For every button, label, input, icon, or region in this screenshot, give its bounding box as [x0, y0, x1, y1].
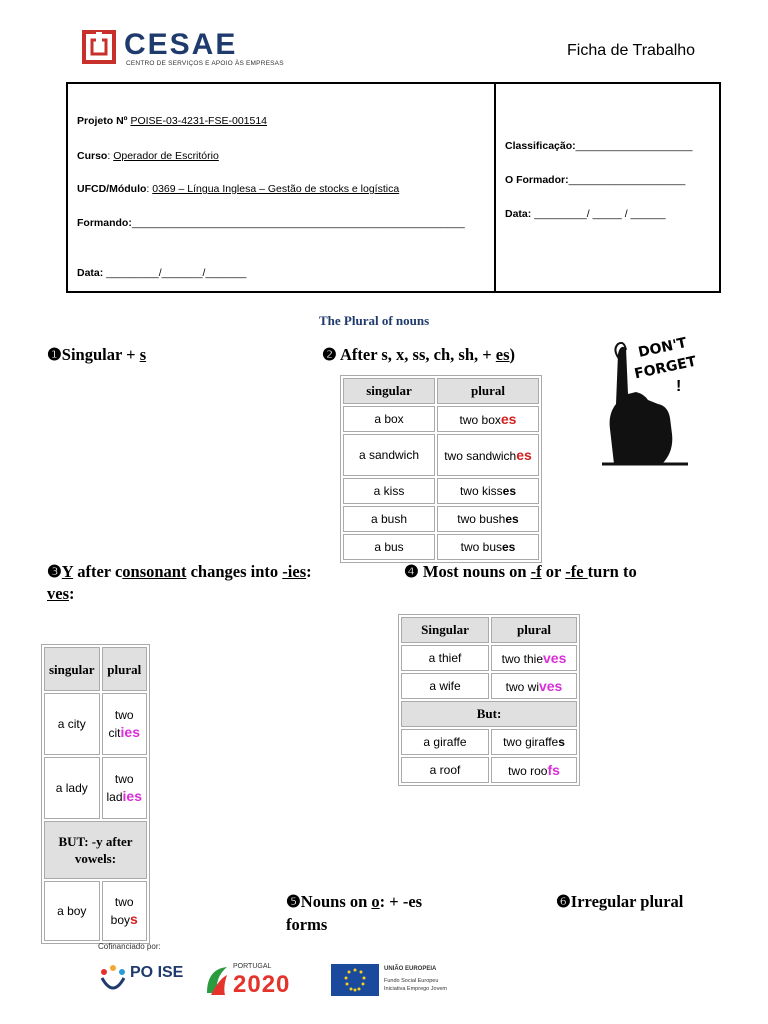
projeto-row — [77, 115, 267, 127]
formador-row — [505, 174, 685, 186]
badge-exclamation: ! — [676, 378, 682, 395]
table-header: singular — [44, 647, 100, 691]
table-row — [44, 757, 147, 819]
table-cell: a wife — [401, 673, 489, 699]
table-row — [343, 534, 539, 560]
section-6-heading — [556, 892, 683, 912]
section-4-heading — [404, 562, 637, 582]
table-es-plural — [340, 375, 542, 563]
table-row — [343, 406, 539, 432]
classificacao-label: Classificação: — [505, 140, 576, 152]
section-4-fe: -fe — [565, 562, 588, 581]
section-4-f: -f — [530, 562, 542, 581]
section-3-heading — [47, 562, 312, 582]
table-cell: a sandwich — [343, 434, 435, 476]
table-ves-plural — [398, 614, 580, 786]
section-6-number: ❻ — [556, 892, 571, 911]
section-2-close: ) — [509, 345, 516, 364]
table-row — [44, 881, 147, 941]
projeto-value: POISE-03-4231-FSE-001514 — [130, 115, 268, 127]
table-row — [401, 701, 577, 727]
section-3-ies: -ies — [282, 562, 307, 581]
section-1-heading — [47, 345, 146, 365]
eu-sub-1: Fundo Social Europeu — [384, 978, 439, 984]
section-3-colon: : — [306, 562, 312, 581]
table-cell: a kiss — [343, 478, 435, 504]
table-cell: a roof — [401, 757, 489, 783]
table-row — [401, 645, 577, 671]
section-2-rule: es — [495, 345, 510, 364]
table-row — [44, 693, 147, 755]
section-5-heading-line-2: forms — [286, 915, 328, 934]
table-row — [401, 757, 577, 783]
table-cell: two roofs — [491, 757, 577, 783]
table-cell: two boxes — [437, 406, 539, 432]
poise-logo — [98, 962, 188, 996]
table-header: singular — [343, 378, 435, 404]
table-cell: a city — [44, 693, 100, 755]
section-5-text-1: Nouns on — [300, 892, 372, 911]
curso-value: Operador de Escritório — [113, 150, 219, 162]
cofinanced-label: Cofinanciado por: — [98, 942, 161, 951]
table-cell: two kisses — [437, 478, 539, 504]
section-4-text-1: Most nouns on — [418, 562, 531, 581]
formador-line: ____________________ — [568, 174, 686, 186]
table-cell: two cities — [102, 693, 147, 755]
table-row — [44, 821, 147, 879]
ufcd-value: 0369 – Língua Inglesa – Gestão de stocks e logística — [152, 183, 400, 195]
info-divider — [494, 82, 496, 293]
section-3-number: ❸ — [47, 562, 62, 581]
table-header: plural — [491, 617, 577, 643]
page-title: The Plural of nouns — [319, 313, 430, 328]
doc-type: Ficha de Trabalho — [567, 42, 696, 59]
section-3-consonant: onsonant — [122, 562, 187, 581]
badge-line-1: DON'T — [636, 335, 689, 361]
section-6-text: Irregular plural — [570, 892, 684, 911]
table-cell: two sandwiches — [437, 434, 539, 476]
table-header-row — [343, 378, 539, 404]
table-cell: two ladies — [102, 757, 147, 819]
data2-row — [505, 208, 666, 220]
section-3-ves: ves — [47, 584, 69, 603]
section-3-y: Y — [61, 562, 74, 581]
logo-subtitle: CENTRO DE SERVIÇOS E APOIO ÀS EMPRESAS — [126, 60, 284, 67]
table-cell: a thief — [401, 645, 489, 671]
section-4-or: or — [541, 562, 566, 581]
table-cell: two wives — [491, 673, 577, 699]
formando-row — [77, 217, 465, 229]
formando-line: _________________________________________________________ — [131, 217, 465, 229]
section-5-text-2: : + -es — [379, 892, 423, 911]
data-label: Data: — [77, 267, 104, 279]
ufcd-row: UFCD/Módulo: 0369 – Língua Inglesa – Gestão de stocks e logística — [77, 183, 400, 195]
section-1-number: ❶ — [47, 345, 62, 364]
section-1-text: Singular + — [61, 345, 140, 364]
table-header: Singular — [401, 617, 489, 643]
table-cell: two thieves — [491, 645, 577, 671]
section-2-number: ❷ — [322, 345, 337, 364]
table-row — [401, 729, 577, 755]
section-3-colon-2: : — [69, 584, 75, 603]
formador-label: O Formador: — [505, 174, 569, 186]
data2-line: _________/ _____ / ______ — [534, 208, 666, 220]
data-line: _________/_______/_______ — [106, 267, 247, 279]
cesae-logo — [82, 28, 284, 70]
poise-text: PO ISE — [130, 964, 184, 981]
p2020-text: 2020 — [233, 971, 291, 998]
portugal-text: PORTUGAL — [233, 963, 272, 970]
logo-name: CESAE — [124, 28, 238, 61]
table-cell: a bush — [343, 506, 435, 532]
section-5-heading — [286, 892, 422, 912]
table-cell: a lady — [44, 757, 100, 819]
table-cell: a box — [343, 406, 435, 432]
section-3-text-2: changes into — [186, 562, 283, 581]
table-row — [343, 434, 539, 476]
data-row — [77, 267, 246, 279]
section-5-o: o — [371, 892, 380, 911]
table-header: plural — [102, 647, 147, 691]
section-1-rule: s — [139, 345, 147, 364]
classificacao-line: ____________________ — [575, 140, 693, 152]
table-but-row: But: — [401, 701, 577, 727]
table-row — [343, 506, 539, 532]
eu-sub-2: Iniciativa Emprego Jovem — [384, 986, 447, 992]
poise-mark-icon — [98, 962, 128, 996]
section-5-number: ❺ — [286, 892, 301, 911]
table-cell: two boys — [102, 881, 147, 941]
curso-label: Curso — [77, 150, 108, 162]
table-header-row — [401, 617, 577, 643]
projeto-label: Projeto Nº — [77, 115, 128, 127]
table-cell: two buses — [437, 534, 539, 560]
table-header-row — [44, 647, 147, 691]
eu-logo — [331, 964, 447, 998]
cesae-mark-icon — [82, 30, 116, 64]
classificacao-row — [505, 140, 692, 152]
table-but-row: BUT: -y after vowels: — [44, 821, 147, 879]
portugal-2020-mark-icon — [205, 963, 229, 997]
formando-label: Formando: — [77, 217, 132, 229]
table-cell: two bushes — [437, 506, 539, 532]
section-4-text-2: turn to — [587, 562, 637, 581]
table-cell: a giraffe — [401, 729, 489, 755]
curso-row: Curso: Operador de Escritório — [77, 150, 219, 162]
section-3-text-1: after c — [73, 562, 123, 581]
eu-flag-icon — [331, 964, 379, 996]
dont-forget-badge — [600, 334, 698, 472]
ufcd-label: UFCD/Módulo — [77, 183, 147, 195]
section-2-heading — [322, 345, 515, 365]
section-2-text: After s, x, ss, ch, sh, + — [336, 345, 496, 364]
section-3-heading-line-2 — [47, 584, 75, 604]
badge-line-2: FORGET — [633, 353, 698, 383]
table-row — [401, 673, 577, 699]
section-4-number: ❹ — [404, 562, 419, 581]
table-row — [343, 478, 539, 504]
portugal-2020-logo — [205, 963, 315, 999]
table-cell: a bus — [343, 534, 435, 560]
table-cell: two giraffes — [491, 729, 577, 755]
data2-label: Data: — [505, 208, 532, 220]
eu-text: UNIÃO EUROPEIA — [384, 966, 437, 972]
table-cell: a boy — [44, 881, 100, 941]
table-header: plural — [437, 378, 539, 404]
table-ies-plural — [41, 644, 150, 944]
